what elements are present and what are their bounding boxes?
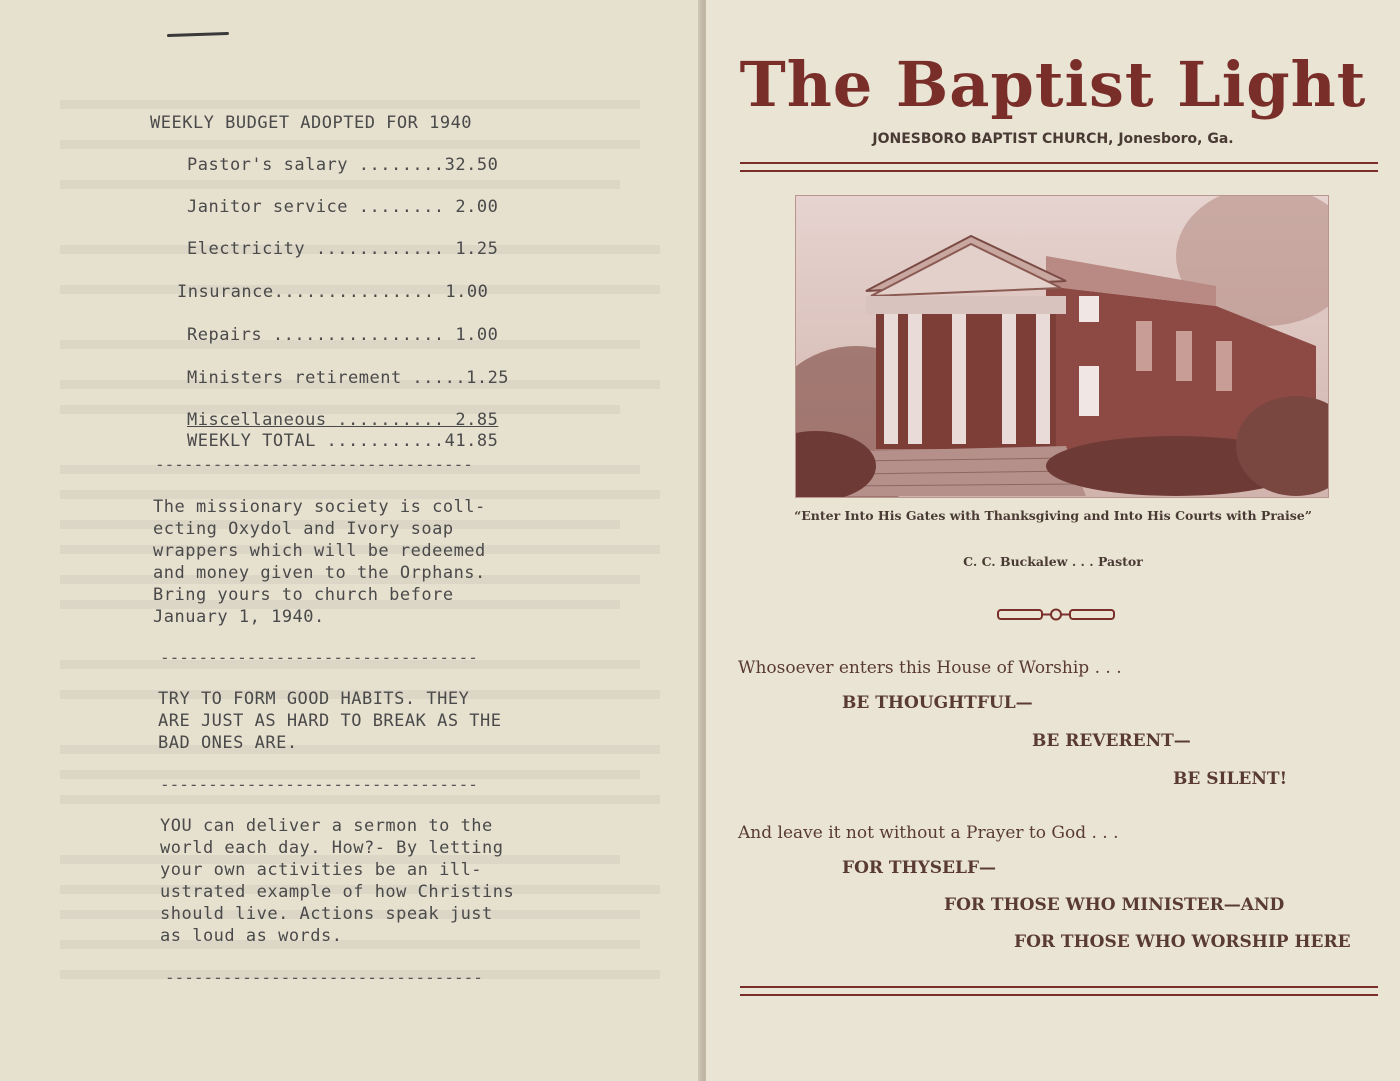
verse-line: And leave it not without a Prayer to God . . . <box>738 823 1119 843</box>
note-line: should live. Actions speak just <box>160 904 493 924</box>
double-rule-top <box>740 162 1378 172</box>
masthead-title: The Baptist Light <box>739 48 1367 121</box>
dash-divider: --------------------------------- <box>160 648 478 667</box>
note-line: wrappers which will be redeemed <box>153 541 486 561</box>
pastor-credit: C. C. Buckalew . . . Pastor <box>963 554 1143 569</box>
right-page <box>706 0 1400 1081</box>
note-line: TRY TO FORM GOOD HABITS. THEY <box>158 689 470 709</box>
note-line: The missionary society is coll- <box>153 497 486 517</box>
scripture-quote: “Enter Into His Gates with Thanksgiving and Into His Courts with Praise” <box>794 508 1312 523</box>
church-building-photo <box>795 195 1329 498</box>
note-line: and money given to the Orphans. <box>153 563 486 583</box>
verse-line: BE THOUGHTFUL— <box>842 693 1033 713</box>
note-line: your own activities be an ill- <box>160 860 483 880</box>
dash-divider: --------------------------------- <box>155 455 473 474</box>
note-line: world each day. How?- By letting <box>160 838 504 858</box>
verse-line: BE SILENT! <box>1173 769 1288 789</box>
budget-item: Pastor's salary ........32.50 <box>187 155 499 175</box>
verse-line: FOR THOSE WHO WORSHIP HERE <box>1014 932 1351 952</box>
dash-divider: --------------------------------- <box>160 775 478 794</box>
note-line: Bring yours to church before <box>153 585 454 605</box>
church-photo-illustration <box>796 196 1328 497</box>
verse-line: FOR THOSE WHO MINISTER—AND <box>944 895 1285 915</box>
note-line: ecting Oxydol and Ivory soap <box>153 519 454 539</box>
budget-item: Ministers retirement .....1.25 <box>187 368 510 388</box>
double-rule-bottom <box>740 986 1378 996</box>
verse-line: FOR THYSELF— <box>842 858 997 878</box>
budget-total: WEEKLY TOTAL ...........41.85 <box>187 431 499 451</box>
budget-item: Miscellaneous .......... 2.85 <box>187 410 499 430</box>
note-line: January 1, 1940. <box>153 607 325 627</box>
church-name: JONESBORO BAPTIST CHURCH, Jonesboro, Ga. <box>872 131 1234 147</box>
note-line: YOU can deliver a sermon to the <box>160 816 493 836</box>
ornament-divider-icon <box>997 606 1115 624</box>
budget-item: Janitor service ........ 2.00 <box>187 197 499 217</box>
verse-line: Whosoever enters this House of Worship . . . <box>738 658 1122 678</box>
budget-item: Repairs ................ 1.00 <box>187 325 499 345</box>
note-line: ustrated example of how Christins <box>160 882 515 902</box>
note-line: as loud as words. <box>160 926 343 946</box>
budget-heading: WEEKLY BUDGET ADOPTED FOR 1940 <box>150 113 473 133</box>
verse-line: BE REVERENT— <box>1032 731 1191 751</box>
note-line: ARE JUST AS HARD TO BREAK AS THE <box>158 711 502 731</box>
budget-item: Electricity ............ 1.25 <box>187 239 499 259</box>
dash-divider: --------------------------------- <box>165 968 483 987</box>
budget-item: Insurance............... 1.00 <box>177 282 489 302</box>
note-line: BAD ONES ARE. <box>158 733 298 753</box>
